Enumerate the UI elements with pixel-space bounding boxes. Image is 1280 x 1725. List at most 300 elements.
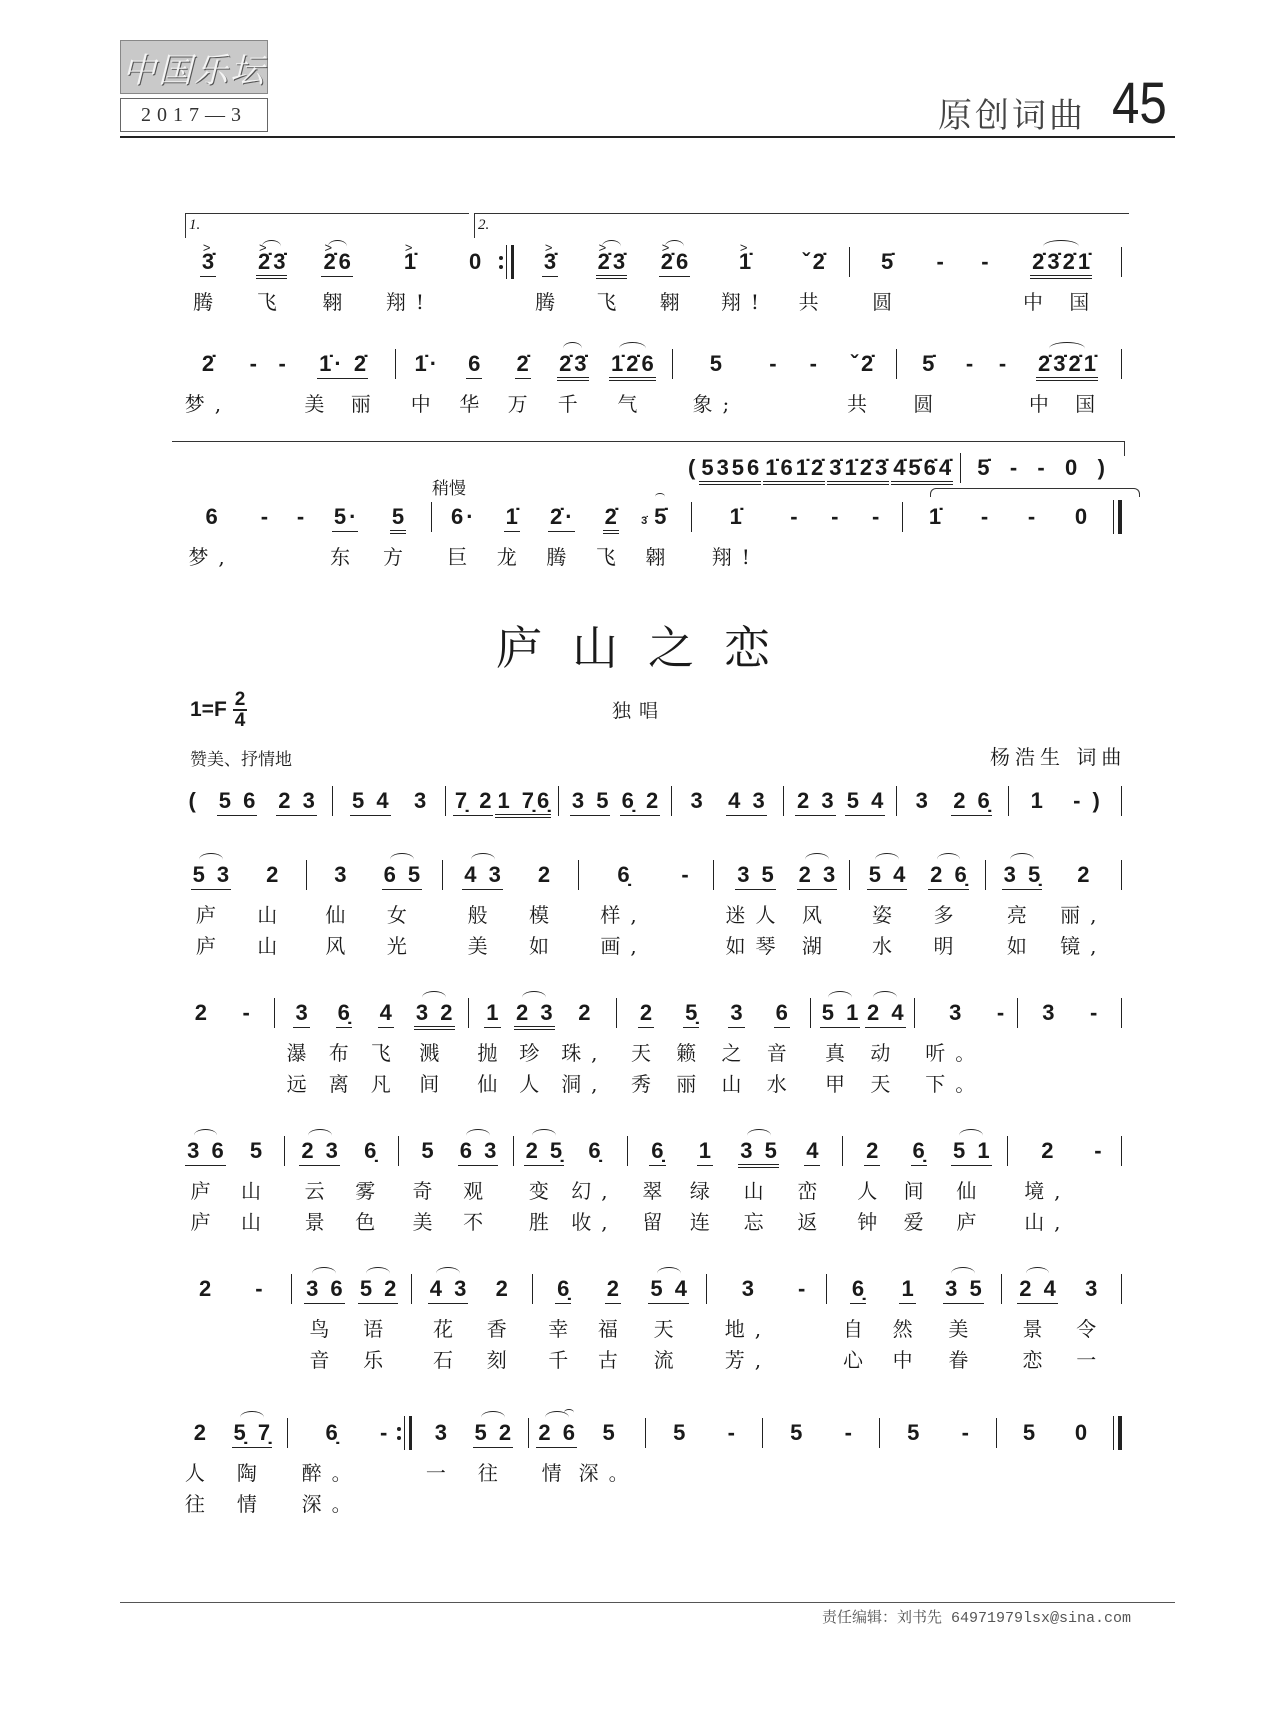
note-cell — [177, 344, 239, 420]
note-cell — [319, 497, 372, 573]
note-cell — [177, 242, 239, 318]
music-system — [177, 1269, 1128, 1376]
lyric-verse-1: 翱 — [322, 290, 353, 314]
lyrics — [257, 895, 287, 962]
note: > 3̇ — [541, 242, 559, 282]
note: 3 5 — [569, 781, 612, 821]
lyric-verse-1: 绿 — [689, 1179, 720, 1203]
note: 1̇ — [503, 497, 521, 537]
lyric-verse-2: 风 — [325, 934, 356, 958]
note-cell — [714, 993, 759, 1100]
lyric-verse-1: 幸 — [548, 1317, 579, 1341]
note: 3 5 — [734, 855, 777, 895]
note-cell — [886, 1413, 940, 1520]
note-cell — [790, 781, 840, 821]
lyric-verse-1: 山 — [743, 1179, 774, 1203]
time-denominator: 4 — [234, 710, 246, 731]
note-cell — [498, 344, 546, 420]
note: 1̇ — [928, 504, 945, 529]
note-cell — [558, 993, 610, 1100]
note: 6̣ — [617, 862, 633, 887]
lyric-verse-1: 气 — [617, 392, 648, 416]
lyrics — [676, 1033, 706, 1100]
note: 5 — [389, 497, 407, 537]
note: 5 4 — [647, 1269, 690, 1309]
note: 1 — [898, 1269, 916, 1309]
barline — [1007, 1136, 1008, 1166]
note-cell — [268, 344, 297, 420]
note-cell — [992, 855, 1052, 962]
slur-mark — [828, 991, 852, 1004]
lyric-verse-2: 眷 — [948, 1348, 979, 1372]
barline — [616, 998, 617, 1028]
slur-mark — [532, 1129, 556, 1142]
lyric-verse-2: 如 — [1006, 934, 1037, 958]
note-cell — [599, 344, 666, 420]
lyrics — [600, 895, 646, 962]
lyrics — [386, 282, 434, 318]
note: 6̣ 2 — [619, 781, 662, 821]
note: 5̇ — [977, 455, 993, 480]
note: 2 — [637, 993, 655, 1033]
lyric-verse-2: 镜, — [1060, 934, 1107, 958]
note-cell — [789, 1131, 836, 1238]
note-cell — [833, 344, 890, 420]
issue-number: 2017—3 — [120, 98, 268, 132]
note-cell — [539, 1269, 589, 1376]
lyric-verse-1: 翔! — [711, 545, 760, 569]
note-cell — [753, 344, 793, 420]
barline — [1121, 998, 1122, 1028]
note-cell — [698, 448, 762, 488]
note: 2 — [1041, 1138, 1057, 1163]
note-cell — [849, 1131, 895, 1238]
lyric-verse-1: 腾 — [192, 290, 223, 314]
lyrics — [948, 1309, 978, 1376]
slur-mark — [308, 1129, 332, 1142]
music-system — [177, 242, 1128, 318]
tie-mark — [930, 488, 1140, 497]
lyric-verse-2: 一 — [1076, 1348, 1107, 1372]
note: > 2̇3̇ — [595, 242, 628, 282]
note-cell — [177, 1413, 223, 1520]
note: 3 6 — [184, 1131, 227, 1171]
note-cell — [487, 497, 537, 573]
music-system — [177, 497, 1128, 573]
measure — [634, 1131, 836, 1238]
note-cell — [1000, 448, 1028, 488]
note: 3 — [292, 993, 310, 1033]
lyric-verse-1: 雾 — [355, 1179, 386, 1203]
note-cell — [1027, 448, 1055, 488]
note-cell — [1008, 497, 1055, 573]
note-cell — [323, 993, 365, 1100]
note-cell — [814, 497, 855, 573]
lyric-verse-1: 变 — [528, 1179, 559, 1203]
note-cell — [903, 781, 941, 821]
lyrics — [645, 537, 675, 573]
lyric-verse-1: 深。 — [578, 1461, 639, 1485]
note: 6 — [773, 993, 791, 1033]
note-cell — [239, 242, 304, 318]
note-cell — [990, 993, 1012, 1100]
note: ( — [188, 788, 199, 813]
lyrics — [302, 1453, 362, 1520]
note-cell — [895, 1131, 941, 1238]
lyric-verse-1: 腾 — [546, 545, 577, 569]
barline — [332, 786, 333, 816]
lyric-verse-1: 鸟 — [309, 1317, 340, 1341]
lyric-verse-1: 境, — [1024, 1179, 1071, 1203]
note: 6 — [205, 504, 221, 529]
lyric-verse-2: 忘 — [743, 1210, 774, 1234]
note: 6̣ — [910, 1131, 928, 1171]
lyric-verse-1: 样, — [600, 903, 647, 927]
lyric-verse-2 — [478, 1489, 508, 1520]
lyric-verse-2: 仙 — [477, 1072, 508, 1096]
lyric-verse-1: 姿 — [872, 903, 903, 927]
music-system — [177, 855, 1128, 962]
note-cell — [510, 993, 558, 1100]
measure — [177, 993, 268, 1100]
lyric-verse-2 — [426, 1489, 456, 1520]
lyrics — [956, 1171, 986, 1238]
header-divider — [120, 136, 1175, 138]
repeat-end-barline — [404, 1416, 412, 1450]
note: 3 6 — [303, 1269, 346, 1309]
note: 4 3 — [461, 855, 504, 895]
note-cell — [1055, 1413, 1107, 1520]
note-cell — [365, 993, 407, 1100]
lyric-verse-1: 真 — [825, 1041, 856, 1065]
lyric-verse-1: 象; — [692, 392, 740, 416]
lyrics — [185, 1453, 215, 1520]
note-cell — [921, 993, 990, 1100]
barline — [306, 860, 307, 890]
lyric-verse-1: 溅 — [419, 1041, 450, 1065]
lyric-verse-2: 水 — [766, 1072, 797, 1096]
lyric-verse-1: 仙 — [325, 903, 356, 927]
lyric-verse-2: 返 — [797, 1210, 828, 1234]
measure — [886, 1413, 990, 1520]
slur-mark — [1010, 853, 1034, 866]
note: 2 3 — [513, 993, 556, 1033]
lyrics — [535, 282, 565, 318]
note: 2 — [537, 862, 554, 887]
note-cell — [418, 1413, 464, 1520]
lyric-verse-1: 瀑 — [286, 1041, 317, 1065]
lyric-verse-1: 云 — [304, 1179, 335, 1203]
note: 1̇· 2̇ — [316, 344, 369, 384]
lyric-verse-1: 陶 — [236, 1461, 267, 1485]
note: 4 3 — [427, 1269, 470, 1309]
lyrics — [893, 1309, 923, 1376]
lyric-verse-2: 庐 — [195, 934, 226, 958]
lyric-verse-2: 下。 — [925, 1072, 986, 1096]
lyric-verse-1: 梦, — [184, 392, 232, 416]
barline — [411, 1274, 412, 1304]
lyric-verse-2: 音 — [309, 1348, 340, 1372]
slur-mark — [436, 1267, 460, 1280]
note-cell — [177, 1131, 234, 1238]
note: 3 5̣ — [1001, 855, 1044, 895]
lyric-verse-2: 明 — [933, 934, 964, 958]
note-cell — [713, 1269, 783, 1376]
note-cell — [565, 781, 615, 821]
lyric-verse-2: 胜 — [528, 1210, 559, 1234]
lyrics — [571, 1171, 617, 1238]
lyric-verse-1: 情 — [541, 1461, 572, 1485]
note-cell — [918, 242, 963, 318]
dash-extension: - — [1037, 455, 1048, 480]
note: 5· — [331, 497, 360, 537]
note: 2 — [495, 1276, 511, 1301]
note: 2 6 — [535, 1413, 578, 1453]
note-cell — [681, 1131, 728, 1238]
dash-extension: - — [996, 1000, 1008, 1025]
lyric-verse-2: 离 — [328, 1072, 359, 1096]
measure — [1003, 1413, 1107, 1520]
note: > 2̇3̇ — [255, 242, 288, 282]
note-cell — [774, 497, 815, 573]
lyric-verse-2: 凡 — [370, 1072, 401, 1096]
slur-mark — [471, 853, 495, 866]
lyric-verse-1: 花 — [433, 1317, 464, 1341]
lyrics — [304, 384, 380, 420]
lyric-verse-1: 抛 — [477, 1041, 508, 1065]
note: 2 — [863, 1131, 881, 1171]
lyrics — [305, 1171, 335, 1238]
measure — [903, 344, 1115, 420]
measure — [817, 993, 908, 1100]
repeat-end-barline — [506, 245, 514, 279]
lyrics — [843, 1309, 873, 1376]
note-cell — [823, 1413, 873, 1520]
measure — [856, 855, 979, 962]
measure — [713, 1269, 821, 1376]
lyric-verse-1: 之 — [721, 1041, 752, 1065]
note: 5 — [249, 1138, 266, 1163]
note-cell — [245, 855, 300, 962]
music-system — [177, 344, 1128, 420]
lyrics — [185, 384, 231, 420]
dash-extension: - — [809, 351, 820, 376]
measure — [720, 855, 843, 962]
measure — [565, 781, 665, 821]
note: 5 4 — [349, 781, 392, 821]
dash-extension: - — [790, 504, 801, 529]
note: 6̣ — [335, 993, 353, 1033]
note: 3 — [334, 862, 350, 887]
lyrics — [363, 1309, 393, 1376]
lyric-verse-2: 远 — [286, 1072, 317, 1096]
note: 5̇ — [922, 351, 938, 376]
lyrics — [433, 1309, 463, 1376]
measure — [177, 497, 425, 573]
dash-extension: - — [255, 1276, 266, 1301]
barline — [879, 1418, 880, 1448]
measure — [438, 497, 686, 573]
note: 4 — [377, 993, 395, 1033]
note-cell — [580, 242, 643, 318]
measure — [849, 1131, 1001, 1238]
measure — [298, 1269, 406, 1376]
measure — [539, 1269, 700, 1376]
note: 0 — [1074, 504, 1091, 529]
note-cell — [615, 781, 665, 821]
measure — [520, 1131, 621, 1238]
barline — [398, 1136, 399, 1166]
note: 5 1 — [819, 993, 862, 1033]
barline — [291, 1274, 292, 1304]
slur-mark — [805, 853, 829, 866]
lyric-verse-1: 中 国 — [1022, 290, 1100, 314]
lyrics — [726, 895, 786, 962]
lyric-verse-1: 中 — [410, 392, 441, 416]
barline — [1001, 1274, 1002, 1304]
note: 2 6̣ — [950, 781, 993, 821]
lyrics — [933, 895, 963, 962]
lyric-verse-2: 往 — [184, 1492, 215, 1516]
measure — [402, 344, 666, 420]
note: 2̇ — [602, 497, 620, 537]
lyrics — [712, 537, 760, 573]
lyric-verse-1: 天 — [653, 1317, 684, 1341]
note-cell — [586, 497, 636, 573]
note: 3 5 — [942, 1269, 985, 1309]
barline — [284, 1136, 285, 1166]
lyric-verse-1: 千 — [557, 392, 588, 416]
note: 5 — [790, 1420, 806, 1445]
lyrics — [325, 895, 355, 962]
measure — [1008, 1269, 1116, 1376]
lyric-verse-1: 山 — [241, 1179, 272, 1203]
note: 2 5̣ — [523, 1131, 566, 1171]
note: ˇ2̇ — [802, 249, 828, 274]
note-cell — [783, 1269, 820, 1376]
lyrics — [387, 895, 417, 962]
lyrics — [383, 537, 413, 573]
note: 4 3 — [725, 781, 768, 821]
note-cell — [223, 1413, 281, 1520]
song-title: 庐山之恋 — [496, 621, 800, 675]
barline — [849, 247, 850, 277]
instrumental-interlude — [685, 448, 1115, 488]
lyric-verse-1: 方 — [383, 545, 414, 569]
note: 2 — [604, 1269, 622, 1309]
measure — [903, 781, 1003, 821]
note: 2 — [578, 1000, 594, 1025]
note: 5 — [421, 1138, 437, 1163]
lyric-verse-1: 多 — [933, 903, 964, 927]
note: 6 — [465, 344, 483, 384]
note-cell — [225, 993, 268, 1100]
slur-mark — [366, 1267, 390, 1280]
measure — [1014, 1131, 1115, 1238]
note-cell — [372, 497, 425, 573]
barline — [902, 502, 903, 532]
note-cell — [826, 448, 890, 488]
measure — [685, 448, 954, 488]
note: 0 — [468, 249, 485, 274]
note: 1 — [483, 993, 501, 1033]
lyric-verse-1: 仙 — [956, 1179, 987, 1203]
note: 2 3 — [796, 855, 839, 895]
key-label: 1=F — [190, 698, 227, 721]
lyric-verse-2: 如 — [529, 934, 560, 958]
lyric-verse-2: 画, — [600, 934, 647, 958]
slur-mark — [563, 342, 582, 355]
note-cell — [793, 344, 833, 420]
measure — [405, 1131, 506, 1238]
note-cell — [233, 1269, 284, 1376]
lyric-verse-1: 峦 — [797, 1179, 828, 1203]
note: 6̣ — [554, 1269, 572, 1309]
dash-extension: - — [380, 1420, 391, 1445]
note: 5 2 — [357, 1269, 400, 1309]
note-cell — [177, 497, 246, 573]
note: 5 4 — [844, 781, 887, 821]
note-cell — [407, 993, 462, 1100]
page-number: 45 — [1112, 71, 1167, 136]
lyrics — [1024, 1171, 1070, 1238]
dash-extension: - — [936, 249, 947, 274]
lyrics — [1076, 1309, 1106, 1376]
slur-mark — [959, 1129, 983, 1142]
note-cell — [769, 1413, 823, 1520]
lyrics — [598, 1309, 628, 1376]
dash-extension: - — [980, 504, 992, 529]
lyrics — [196, 895, 226, 962]
lyric-verse-1: 美 — [948, 1317, 979, 1341]
note-cell — [1058, 781, 1115, 821]
note: 2̇· — [547, 497, 576, 537]
note: 5̇ — [881, 249, 897, 274]
note: ) — [1097, 455, 1108, 480]
note: 5 1 — [950, 1131, 993, 1171]
note: 5 3 — [190, 855, 233, 895]
note: 5 — [602, 1420, 618, 1445]
slur-mark — [262, 240, 281, 253]
note-cell — [304, 242, 369, 318]
note-cell — [177, 781, 207, 821]
note-cell — [282, 497, 318, 573]
lyrics — [596, 282, 626, 318]
lyric-verse-2: 甲 — [825, 1072, 856, 1096]
note: 2 — [194, 1000, 210, 1025]
note-cell — [883, 1269, 933, 1376]
tempo-marking: 稍慢 — [432, 479, 466, 499]
slur-mark — [1026, 1267, 1050, 1280]
lyric-verse-1: 万 — [507, 392, 538, 416]
lyrics — [925, 1033, 985, 1100]
note: > 2̇6 — [658, 242, 691, 282]
lyric-verse-2: 山, — [1024, 1210, 1071, 1234]
lyric-verse-1: 亮 — [1006, 903, 1037, 927]
note-cell — [177, 855, 245, 962]
lyric-verse-2: 山 — [721, 1072, 752, 1096]
barline — [442, 860, 443, 890]
lyrics — [257, 282, 287, 318]
lyrics — [546, 537, 576, 573]
note-cell — [1015, 781, 1058, 821]
barline — [287, 1418, 288, 1448]
note-cell — [856, 242, 917, 318]
slur-mark — [665, 240, 684, 253]
dash-extension: - — [769, 351, 780, 376]
lyrics — [857, 1171, 887, 1238]
note-cell — [986, 344, 1019, 420]
